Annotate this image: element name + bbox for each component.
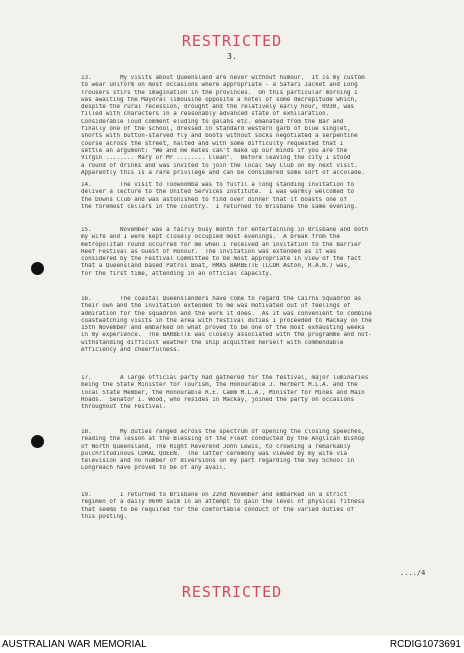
text-line: withstanding difficult weather the ship acquitted herself with commendable bbox=[81, 339, 344, 346]
text-line: Considerable loud comment eluding to galahs etc. emanated from the Bar and bbox=[81, 118, 344, 125]
text-line: 18. My duties ranged across the spectrum of opening the closing speeches, bbox=[81, 429, 365, 435]
punch-hole bbox=[31, 435, 44, 448]
page-number: 3. bbox=[227, 52, 237, 61]
text-line: pulchritudinous CORAL QUEEN. The latter ceremony was viewed by my wife via bbox=[81, 450, 347, 457]
text-line: 15. November was a fairly busy month for entertaining in Brisbane and both bbox=[81, 227, 369, 233]
text-line: 14. The visit to Toowoomba was to fulfil a long standing invitation to bbox=[81, 182, 355, 188]
text-line: Apparently this is a rare privilege and can be considered some sort of accolade. bbox=[81, 169, 365, 176]
text-line: 15th November and embarked on what proved to be one of the most exhausting weeks bbox=[81, 325, 365, 332]
punch-hole bbox=[31, 262, 44, 275]
text-line: coastwatching visits in the area with festival duties I proceeded to Mackay on the bbox=[81, 317, 372, 324]
text-line: despite the rural recession, drought and the relatively early hour, 0930, was bbox=[81, 104, 355, 111]
text-line: admiration for the squadron and the work it does. As it was convenient to combine bbox=[81, 310, 372, 317]
restricted-stamp-top: RESTRICTED bbox=[181, 32, 283, 50]
text-line: the foremost cellars in the country. I returned to Brisbane the same evening. bbox=[81, 203, 358, 210]
text-line: to wear uniform on most occasions where appropriate - a Safari Jacket and Long bbox=[81, 82, 358, 89]
paragraph-17 bbox=[81, 375, 446, 411]
text-line: a round of drinks and was invited to join the local Swy Club on my next visit. bbox=[81, 162, 358, 169]
text-line: was awaiting the Mayoral limousine opposite a hotel of some decrepitude which, bbox=[81, 96, 358, 103]
archive-footer bbox=[0, 636, 464, 653]
text-line: that seems to be required for the comfortable conduct of the varied duties of bbox=[81, 506, 355, 513]
text-line: 17. A large official party had gathered for the festival, major luminaries bbox=[81, 375, 369, 381]
text-line: efficiency and cheerfulness. bbox=[81, 347, 181, 354]
paragraph-15 bbox=[81, 227, 446, 278]
text-line: Reef Festival as Guest of Honour. The invitation was extended as it was bbox=[81, 248, 337, 255]
text-line: this posting. bbox=[81, 513, 128, 520]
text-line: metropolitan round occurred for me when I received an invitation to the Barrier bbox=[81, 241, 362, 248]
text-line: 13. My visits about Queensland are never without humour. It is my custom bbox=[81, 75, 365, 81]
text-line: Trousers stirs the imagination in the provinces. On this particular morning I bbox=[81, 89, 358, 96]
text-line: course across the street, halted and with some difficulty requested that I bbox=[81, 140, 344, 147]
record-id: RCDIG1073691 bbox=[389, 639, 461, 650]
text-line: 16. The coastal Queenslanders have come to regard the Cairns Squadron as bbox=[81, 296, 362, 302]
text-line: regimen of a daily 0600 swim in an attempt to gain the level of physical fitness bbox=[81, 499, 365, 506]
text-line: of North Queensland, The Right Reverend John Lewis, to crowning a remarkably bbox=[81, 443, 351, 450]
text-line: filled with characters in a reasonably advanced state of exhilaration. bbox=[81, 111, 330, 118]
paragraph-16 bbox=[81, 296, 446, 354]
text-line: deliver a lecture to the United Services Institute. I was warmly welcomed to bbox=[81, 189, 355, 196]
text-line: considered by the Festival Committee to be most appropriate in view of the fact bbox=[81, 256, 362, 263]
text-line: Longreach have proved to be of any avail. bbox=[81, 465, 227, 472]
text-line: settle an argument: "We and me mates can't make up our minds if you are the bbox=[81, 147, 347, 154]
paragraph-19 bbox=[81, 492, 446, 521]
text-line: Virgin ........ Mary or Mr ........ Clean". Before leaving the city I stood bbox=[81, 155, 351, 162]
text-line: local State Member, the Honourable R.E. Camm M.L.A., Minister for Mines and Main bbox=[81, 389, 365, 396]
text-line: my wife and I were kept closely occupied most evenings. A break from the bbox=[81, 234, 340, 241]
text-line: finally one of the school, dressed in standard western garb of blue singlet, bbox=[81, 126, 351, 133]
paragraph-14 bbox=[81, 182, 446, 211]
continuation-marker: ..../4 bbox=[400, 569, 426, 577]
text-line: that a Queensland based Patrol Boat, HMAS BARBETTE (LCDR Aston, R.A.N.) was, bbox=[81, 263, 351, 270]
text-line: the Downs Club and was astonished to find over dinner that it boasts one of bbox=[81, 196, 347, 203]
text-line: for the first time, attending in an official capacity. bbox=[81, 270, 273, 277]
text-line: 19. I returned to Brisbane on 22nd November and embarked on a strict bbox=[81, 492, 347, 498]
text-line: shorts with button-starved fly and boots without socks negotiated a serpentine bbox=[81, 133, 358, 140]
text-line: reading the lesson at the Blessing of the Fleet conducted by the Anglican Bishop bbox=[81, 436, 365, 443]
text-line: in my experience. The BARBETTE was closely associated with the programme and not- bbox=[81, 332, 372, 339]
restricted-stamp-bottom: RESTRICTED bbox=[181, 583, 283, 601]
text-line: throughout the Festival. bbox=[81, 404, 167, 411]
text-line: television and no number of diversions on my part regarding the Swy School in bbox=[81, 458, 355, 465]
paragraph-13 bbox=[81, 75, 446, 177]
paragraph-18 bbox=[81, 429, 446, 473]
text-line: being the State Minister for Tourism, the Honourable J. Herbert M.L.A. and the bbox=[81, 382, 358, 389]
archive-name: AUSTRALIAN WAR MEMORIAL bbox=[2, 639, 147, 650]
text-line: their own and the invitation extended to me was motivated out of feelings of bbox=[81, 303, 351, 310]
text-line: Roads. Senator I. Wood, who resides in Mackay, joined the party on occasions bbox=[81, 396, 355, 403]
